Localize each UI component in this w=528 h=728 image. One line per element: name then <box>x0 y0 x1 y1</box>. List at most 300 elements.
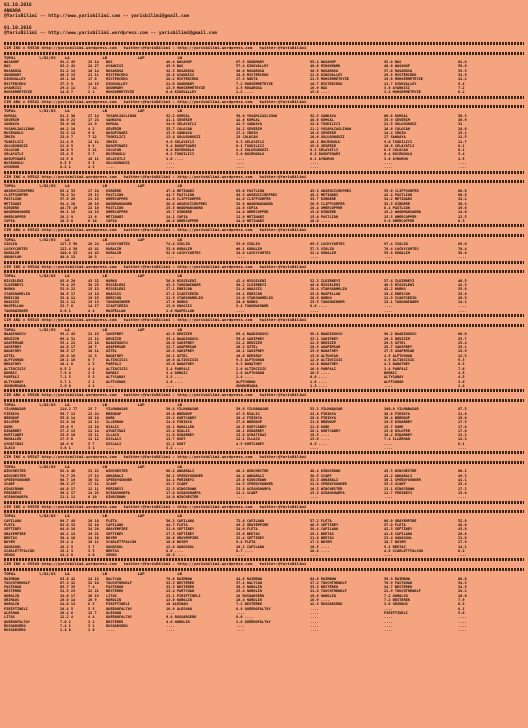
table-cell: .... <box>458 553 467 558</box>
table-cell: 14.1 <box>458 544 467 549</box>
table-cell: DOGUPINARI <box>106 130 128 135</box>
race-block-title: CIM ING = 95549 http://yarisbilimi.wordpress.com twitter:@YarisBilimi : http://yarisbilimi.wordpress.com twitter:@YarisBilimi <box>4 562 307 567</box>
table-cell: 22.6 KINGVALLEY <box>310 73 343 78</box>
table-cell: 18.5 .... <box>310 433 330 438</box>
table-cell: FLETA <box>106 518 117 523</box>
table-cell: CAPILANO <box>106 523 124 528</box>
table-row <box>4 384 524 388</box>
table-cell: 13.5 6 <box>60 156 73 161</box>
table-cell: 34.6 17 <box>60 593 76 598</box>
table-cell: MISTERCEKO <box>106 73 128 78</box>
race-block <box>4 171 524 224</box>
table-cell: MUHSERMETEYZE <box>4 90 33 95</box>
table-cell: 42.5 SANKAYA <box>236 122 262 127</box>
table-cell: 67.5 GOODMARY <box>236 60 265 65</box>
table-cell: 25.6 9 <box>60 424 73 429</box>
table-cell: ALPTUGHAN <box>384 379 404 384</box>
table-cell: 49.3 ANSENCICEKPRES <box>310 188 352 193</box>
table-cell: 30.1 SPEEDYGUNNER <box>384 478 421 483</box>
table-cell: 69.3 LUCKYCORTES <box>310 242 345 247</box>
table-cell: 27.2 ICANTSEEIN <box>166 291 199 296</box>
table-cell: DENIZIM <box>4 336 20 341</box>
table-cell: 25.0 <box>458 291 467 296</box>
table-cell: 41 43 <box>88 250 99 255</box>
table-cell: FASTKHAN <box>106 585 124 590</box>
table-cell: 74.4 VIOLIN <box>166 242 190 247</box>
table-cell: 55.1 21 <box>60 340 76 345</box>
table-cell: 11 6 <box>88 214 97 219</box>
table-cell: 40.1 METINARI <box>310 193 339 198</box>
table-cell: CLIFFSURFER <box>4 193 28 198</box>
table-cell: 30.5 ROSAROSA <box>310 68 339 73</box>
table-cell: 57.0 FLETA <box>384 523 406 528</box>
table-cell: 55.8 KURALIM <box>384 250 410 255</box>
table-cell: .... <box>310 619 319 624</box>
table-cell: 8.0 1 <box>60 308 71 313</box>
table-cell: 53.0 KURALIM <box>166 246 192 251</box>
table-cell: 33.3 BESTEREK <box>166 580 195 585</box>
table-cell: 5 7 <box>88 441 95 446</box>
table-cell: KINGCROWN <box>4 486 24 491</box>
table-cell: 16.0 DEMIRAY <box>236 353 262 358</box>
table-cell: 25.4 <box>458 482 467 487</box>
race-block <box>4 96 524 170</box>
table-cell: SPEEDYGUNNER <box>106 478 132 483</box>
table-cell: 127.5 58 <box>60 242 78 247</box>
table-cell: 6.3 DOGUPINARI <box>310 152 341 157</box>
table-cell: ILLACO <box>106 433 119 438</box>
table-cell: 37.3 9 <box>60 81 73 86</box>
table-cell: 15.0 <box>458 490 467 495</box>
table-cell: 16.4 NOROLIN <box>236 598 262 603</box>
table-cell: 48.5 MISSELENI <box>384 283 415 287</box>
table-cell: 5 7 <box>88 152 95 157</box>
table-cell: 23.7 SCARF <box>166 482 188 487</box>
table-cell: 5.0 <box>458 610 465 615</box>
table-cell: 6.6 KINGVALLEY <box>166 90 197 95</box>
table-cell: COPIA <box>106 218 117 223</box>
table-cell: YUSAMLIASLIHAN <box>4 126 35 131</box>
table-cell: KINGVALLEY <box>4 77 26 82</box>
table-cell: 17 13 <box>88 473 99 478</box>
table-cell: 23.0 7 <box>60 135 73 140</box>
table-cell: TOUCHTHEWOLF <box>4 580 30 585</box>
table-cell: 15.0 SEVERIM <box>310 143 336 148</box>
table-cell: 3 11 <box>88 148 97 153</box>
table-cell: BEKTAS <box>106 548 119 553</box>
table-cell: 52.2 KUMSAL <box>166 113 190 118</box>
table-cell: 28.2 MISTERCEKO <box>166 77 199 82</box>
table-cell: 17.1 IRKIN <box>236 130 258 135</box>
table-cell: 26.9 CLIFFSURFER <box>310 201 345 206</box>
table-cell: 12 3 <box>88 353 97 358</box>
table-cell: NOROLIN <box>106 598 122 603</box>
table-cell: ALESHAN <box>106 610 122 615</box>
table-cell: 57.2 FLETA <box>310 518 332 523</box>
table-cell: 33.1 SAHIPBEY <box>310 336 339 341</box>
table-cell: SCARLETTFALCON <box>106 540 137 545</box>
table-cell: 11.0 DIDARBEY <box>166 433 195 438</box>
table-cell: 12.0 GANGSOUL <box>166 544 195 549</box>
table-cell: ICANTSEEIN <box>106 304 128 309</box>
table-cell: BAS <box>4 64 11 69</box>
table-cell: 10.6 <box>458 593 467 598</box>
table-cell: WINCHESTER <box>4 473 26 478</box>
table-cell: 23.7 6 <box>60 304 73 309</box>
table-cell: .... <box>458 623 467 628</box>
table-cell: 53.2 YILMABASAR <box>310 407 343 412</box>
table-cell: 69.4 31 <box>60 336 76 341</box>
table-cell: 13 13 <box>88 300 99 305</box>
table-cell: 9.9 SELAYATLI <box>166 139 195 144</box>
table-cell: 33.7 KIRDERE <box>310 197 336 202</box>
table-cell: 3 5 <box>88 548 95 553</box>
table-cell: 16.4 6 <box>60 610 73 615</box>
table-cell: 6.1 TUGKILICI <box>236 143 265 148</box>
table-cell: 76.6 RAIMBOW <box>166 576 192 581</box>
table-cell: 57.9 26 <box>60 197 76 202</box>
table-cell: 34.6 FLETA <box>236 527 258 532</box>
table-cell: 3.4 PARFALI <box>166 366 190 371</box>
table-cell: 4.5 KURTCABEY <box>236 441 265 446</box>
table-cell: 21.2 YUSAMLIASLIHAN <box>310 126 352 131</box>
table-cell: 31.0 SEFTIBEY <box>166 527 195 532</box>
table-cell: OMERCOPPER <box>106 197 128 202</box>
table-cell: 38.4 BRENDUP <box>384 415 410 420</box>
table-cell: GRIMAUS <box>4 598 20 603</box>
hash-divider <box>4 461 524 464</box>
table-cell: 26.8 <box>458 531 467 536</box>
table-cell: COLOCAN <box>106 148 122 153</box>
table-cell: DOMAIC <box>4 370 17 375</box>
table-cell: 85.2 33 <box>60 188 76 193</box>
table-cell: AYNATINAI <box>106 428 126 433</box>
table-cell: 19.4 ENRICON <box>384 291 410 296</box>
table-cell: .... <box>236 553 245 558</box>
table-cell: DOMAIC <box>106 370 119 375</box>
table-cell: 12.1 KUNT <box>166 441 186 446</box>
table-cell: .... <box>166 255 175 260</box>
table-cell: .... <box>384 255 393 260</box>
table-cell: 56.3 <box>458 113 467 118</box>
table-cell: ALTINCISIS <box>106 366 128 371</box>
table-cell: AGAPEMSAR <box>4 340 24 345</box>
race-block-title: CIM ARA = 95545 http://yarisbilimi.wordpress.com twitter:@YarisBilimi : http://yarisbilimi.wordpress.com twitter:@YarisBilimi <box>4 318 307 323</box>
table-cell: 32.4 KURALIM <box>310 250 336 255</box>
table-cell: 21.8 BRENDUP <box>310 420 336 425</box>
table-cell: 50.1 SPEEDYGUNNER <box>166 473 203 478</box>
table-cell: 10.2 DIDARBEY <box>384 433 413 438</box>
table-cell: 41.6 CLIFFSURFER <box>166 197 201 202</box>
race-block-subheader: TOPAL %/82/83 LA LB LAP LB <box>4 109 183 114</box>
table-cell: 18.8 AYANKISI <box>166 73 195 78</box>
table-row <box>4 90 524 94</box>
table-cell: .... <box>166 383 175 388</box>
table-cell: TANGOWINNER <box>4 308 28 313</box>
table-cell: 14.2 6 <box>60 553 73 558</box>
table-cell: 14 17 <box>88 304 99 309</box>
table-cell: SAHIPBEY <box>106 332 124 337</box>
table-cell: 6.1 <box>458 441 465 446</box>
table-cell: 37.6 ROSAROSA <box>384 68 413 73</box>
table-cell: 44.0 17 <box>60 486 76 491</box>
table-cell: 34.9 <box>458 73 467 78</box>
table-cell: QUEENOFALTAY <box>106 606 132 611</box>
table-cell: 1 0 <box>88 628 95 633</box>
table-cell: 52.3 ILDIRBEYI <box>310 278 341 283</box>
table-cell: 4 4 <box>88 615 95 620</box>
table-cell: 59.3 RAIMBOW <box>384 576 410 581</box>
table-cell: .... <box>310 445 319 450</box>
table-cell: 57.4 ILDIRBEYI <box>384 278 415 283</box>
table-cell: 27.3 13 <box>60 428 76 433</box>
table-cell: 56.6 YUSAMLIASLIHAN <box>236 113 278 118</box>
table-cell: 38 25 <box>88 283 99 287</box>
table-cell: 17.5 8 <box>60 437 73 442</box>
table-cell: .... <box>384 615 393 620</box>
table-cell: .... <box>458 615 467 620</box>
table-cell: SELAYATLI <box>106 156 126 161</box>
table-cell: .... <box>310 495 319 500</box>
table-cell: 25.4 NOROLIN <box>236 589 262 594</box>
table-cell: 21.2 DENIZIM <box>236 340 262 345</box>
table-cell: 3 7 <box>88 544 95 549</box>
table-cell: 24 27 <box>88 64 99 69</box>
table-cell: DIDARBEY <box>4 428 22 433</box>
table-cell: 19.9 DIDARBEY <box>384 420 413 425</box>
table-cell: 56.8 MISSELENI <box>166 278 197 283</box>
table-cell: 64.0 RAIMBOW <box>310 576 336 581</box>
table-cell: 6.4 BUCENOGLU <box>166 148 195 153</box>
table-cell: 9.3 SELAYATLI <box>236 139 265 144</box>
table-cell: SEFTIBEY <box>106 531 124 536</box>
table-cell: 26.9 NURKO <box>310 295 332 300</box>
table-cell: 23 18 <box>88 340 99 345</box>
table-cell: 28.7 SAHIPBEY <box>384 345 413 350</box>
table-cell: WINCHESTER <box>4 469 26 474</box>
table-cell: PIRIPTINELI <box>4 606 28 611</box>
table-cell: 15.6 PASTLION <box>310 214 339 219</box>
table-cell: 12.5 <box>458 214 467 219</box>
table-cell: 21.0 STARSNOMELIN <box>236 295 273 300</box>
table-cell: 1.8 QUEENOFALTAY <box>236 619 271 624</box>
table-cell: 17 23 <box>88 118 99 123</box>
table-cell: 36.1 17 <box>60 490 76 495</box>
table-cell: 45.9 BAS <box>166 64 184 69</box>
hash-divider <box>4 399 524 402</box>
table-cell: 70.2 31 <box>60 193 76 198</box>
table-cell: 14.4 IRKIN <box>384 130 406 135</box>
table-cell: 33.6 11 <box>60 295 76 300</box>
table-cell: 22 12 <box>88 336 99 341</box>
table-cell: 14 15 <box>88 210 99 215</box>
table-cell: 10.5 .... <box>310 370 330 375</box>
table-cell: 15.6 NILUFER <box>384 428 410 433</box>
table-cell: 52.8 <box>458 518 467 523</box>
table-cell: GRAYEMPIRE <box>4 531 26 536</box>
table-cell: 15.5 OMERCOPPER <box>384 214 417 219</box>
race-table <box>4 519 524 558</box>
table-cell: PASTLION <box>4 197 22 202</box>
race-table <box>4 189 524 223</box>
table-cell: 29.0 FIRIKYA <box>310 415 336 420</box>
table-cell: 14.6 7 <box>60 90 73 95</box>
table-cell: 48.8 <box>458 523 467 528</box>
table-cell: .... <box>384 383 393 388</box>
table-cell: 18.2 9 <box>60 544 73 549</box>
table-cell: KIRDERE <box>4 205 20 210</box>
table-cell: PERIBEYI <box>4 490 22 495</box>
table-cell: ALPTUGHAN <box>236 379 256 384</box>
table-cell: ALPTUGHAN <box>106 379 126 384</box>
table-cell: 35.4 BAADINGUCU <box>166 336 199 341</box>
table-cell: .... <box>384 623 393 628</box>
table-cell: 7.2 NOROLIN <box>384 593 408 598</box>
table-cell: .... <box>106 165 115 170</box>
table-cell: FIRIKYA <box>4 411 20 416</box>
table-cell: 8.6 .... <box>310 304 328 309</box>
table-cell: SANKAYA <box>106 118 122 123</box>
table-cell: 55.6 CLIFFSURFER <box>384 188 419 193</box>
table-cell: 17.0 <box>458 424 467 429</box>
table-cell: ONASSIS <box>4 300 20 305</box>
race-block-title: CIM ING = 95544 http://yarisbilimi.wordpress.com twitter:@YarisBilimi : http://yarisbilimi.wordpress.com twitter:@YarisBilimi <box>4 264 307 269</box>
table-cell: 2.0 ALTINCISIS <box>236 366 267 371</box>
table-cell: 9.6 OMERCOPPER <box>384 218 415 223</box>
table-cell: 100.0 YILMABASAR <box>384 407 419 412</box>
table-cell: DOGUPINARI <box>4 156 26 161</box>
table-cell: 36.3 NOROLIN <box>236 585 262 590</box>
table-cell: BANATHEY <box>106 353 124 358</box>
table-cell: 9.2 BEKTAS <box>384 544 406 549</box>
table-cell: 22 14 <box>88 60 99 65</box>
table-cell: 6.9 COLOCAN <box>384 148 408 153</box>
table-cell: 7.1 3 <box>60 375 71 380</box>
table-cell: GUNDUMSAHA <box>4 383 26 388</box>
table-cell: 72.6 CAPILANO <box>236 518 265 523</box>
table-cell: 6 10 <box>88 495 97 500</box>
table-cell: 47.4 METINARI <box>166 188 195 193</box>
table-cell: 8.1 <box>458 148 465 153</box>
table-cell: MISSELENI <box>4 278 24 283</box>
table-cell: 63.0 PASTLION <box>236 188 265 193</box>
table-cell: 4.8 SCARLETTFALCON <box>384 548 423 553</box>
table-cell: 15.6 BANATHEY <box>166 362 195 367</box>
table-cell: 3 1 <box>88 623 95 628</box>
table-cell: 21 14 <box>88 428 99 433</box>
hash-divider <box>4 52 524 55</box>
table-cell: 7 12 <box>88 135 97 140</box>
table-cell: .... <box>236 445 245 450</box>
table-cell: KISLALI <box>106 441 122 446</box>
table-cell: 15.7 KORK <box>384 424 404 429</box>
table-cell: 22.0 SPEEDYGUNNER <box>310 482 347 487</box>
table-cell: 12.0 METINARI <box>236 214 265 219</box>
table-cell: WOODMANSWORD <box>106 201 132 206</box>
table-cell: ANNAYLOM <box>4 255 22 260</box>
table-cell: .... <box>458 160 467 165</box>
table-cell: 12.6 ALTINCISIS <box>310 358 343 363</box>
table-cell: 35.7 <box>458 336 467 341</box>
table-cell: 25.1 <box>458 345 467 350</box>
table-cell: ILLERHAN <box>106 420 124 425</box>
table-cell: SEFTIBEY <box>4 527 22 532</box>
table-cell: GULUGUNGUZI <box>4 143 28 148</box>
table-cell: AGAPEMSAR <box>106 345 126 350</box>
table-cell: .... <box>310 160 319 165</box>
table-cell: 10.2 CAPILANO <box>236 544 265 549</box>
table-cell: 15.6 KIRDERE <box>310 210 336 215</box>
table-cell: FASTKHAN <box>4 585 22 590</box>
table-cell: 13.4 GULUGUNGUZI <box>166 135 201 140</box>
table-cell: 16.9 6 <box>60 441 73 446</box>
table-cell: 35.3 <box>458 68 467 73</box>
table-cell: 7.2 BESTEREK <box>236 602 262 607</box>
table-cell: 34.7 BESTEREK <box>384 585 413 590</box>
table-cell: 19 15 <box>88 295 99 300</box>
table-cell: 26.3 DENIZIM <box>384 336 410 341</box>
table-cell: 15.6 ALTUNCAN <box>310 353 339 358</box>
hash-divider <box>4 42 524 45</box>
table-cell: 15 13 <box>88 287 99 292</box>
table-cell: KUMSAL <box>106 122 119 127</box>
table-cell: ALTYSARAY <box>106 375 126 380</box>
table-cell: 74.7 29 <box>60 473 76 478</box>
table-cell: QUEENOFALTAY <box>106 615 132 620</box>
table-cell: 2 5 <box>88 370 95 375</box>
table-cell: 6.1 AYNURUN <box>310 156 334 161</box>
table-cell: GRAYEMPIRE <box>106 527 128 532</box>
table-cell: 14.1 <box>458 300 467 305</box>
table-cell: 29.4 11 <box>60 85 76 90</box>
table-cell: 5.4 <box>458 152 465 157</box>
table-cell: 23.0 10 <box>60 433 76 438</box>
table-cell: GANGSOUL <box>4 544 22 549</box>
table-cell: 2 5 <box>88 362 95 367</box>
table-cell: .... <box>106 383 115 388</box>
table-cell: 53.9 22 <box>60 287 76 292</box>
table-cell: 44.8 17 <box>60 345 76 350</box>
table-cell: 89.7 49 <box>60 518 76 523</box>
header-date-1: 01.10.2016 <box>4 3 32 8</box>
table-cell: 12.8 BANATHEY <box>310 362 339 367</box>
table-cell: 4 2 <box>88 126 95 131</box>
table-cell: 29.1 BEKTAS <box>310 531 334 536</box>
table-cell: 14.8 COPIA <box>236 205 258 210</box>
table-cell: 10 11 <box>88 156 99 161</box>
table-cell: .... <box>458 628 467 633</box>
race-block-title: CIM ARA = 95541 http://yarisbilimi.wordpress.com twitter:@YarisBilimi : http://yarisbilimi.wordpress.com twitter:@YarisBilimi <box>4 99 307 104</box>
table-cell: 43.1 16 <box>60 77 76 82</box>
table-cell: 12 11 <box>88 486 99 491</box>
table-cell: 16.1 SAHIPBEY <box>236 349 265 354</box>
table-cell: .... <box>310 623 319 628</box>
table-cell: 27.8 BRENDUP <box>236 420 262 425</box>
table-cell: 36.5 SCARF <box>310 473 332 478</box>
table-cell: .... <box>236 495 245 500</box>
hash-divider <box>4 324 524 327</box>
table-cell: 32 10 <box>88 580 99 585</box>
table-cell: OMERCOPPER <box>106 210 128 215</box>
table-cell: 53.6 16 <box>60 122 76 127</box>
table-cell: 15 11 <box>88 433 99 438</box>
table-cell: 22.8 TUGKILICI <box>310 122 341 127</box>
table-cell: 13.2 <box>458 433 467 438</box>
table-cell: 13 10 <box>88 291 99 296</box>
table-row <box>4 219 524 223</box>
table-cell: 66.1 KURALIM <box>236 246 262 251</box>
table-cell: 6.2 TUGKILICI <box>166 152 195 157</box>
